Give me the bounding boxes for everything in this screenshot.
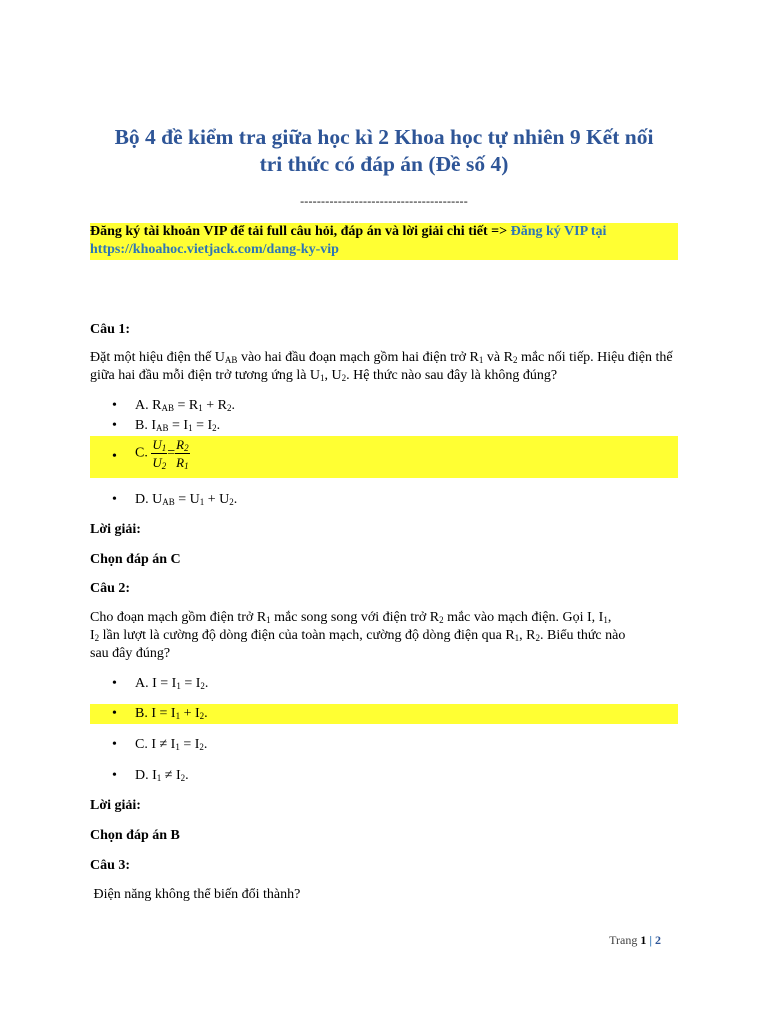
fraction-r2-r1: $\frac{R_2}{R_1}$ bbox=[176, 437, 189, 471]
footer-page-number: 1 bbox=[640, 933, 647, 947]
question-1-option-d: • D. $U_{AB} = U_1 + U_2$. bbox=[90, 490, 678, 510]
question-2-label: Câu 2: bbox=[90, 581, 131, 596]
bullet-icon: • bbox=[112, 676, 117, 691]
question-2-option-d: • D. $I_1 \ne I_2$. bbox=[90, 766, 678, 786]
question-3-stem: Điện năng không thể biến đổi thành? bbox=[90, 887, 301, 902]
separator-line: ---------------------------------------- bbox=[300, 194, 468, 208]
question-3-label: Câu 3: bbox=[90, 858, 131, 873]
bullet-icon: • bbox=[112, 737, 117, 752]
document-title bbox=[90, 124, 678, 178]
question-1-option-c: • C. $\frac{U_1}{U_2}$ = $\frac{R_2}{R_1}$ bbox=[90, 436, 678, 478]
bullet-icon: • bbox=[112, 706, 117, 721]
footer-label: Trang bbox=[609, 933, 641, 947]
question-2-stem: Cho đoạn mạch gồm điện trở $R_1$ mắc song song với điện trở $R_2$ mắc vào mạch điện. Gọi I, $I_1$, $I_2$ lần lượt là cường độ dòng điện của toàn mạch, cường độ dòng điện qua $R_1$, $R_2$. Biểu thức nào sau đây đúng? bbox=[90, 610, 626, 661]
vip-link[interactable]: Đăng ký VIP tại https://khoahoc.vietjack.com/dang-ky-vip bbox=[90, 224, 607, 257]
vip-banner bbox=[90, 223, 678, 260]
question-1-solution-label: Lời giải: bbox=[90, 522, 141, 537]
title-line-1: Bộ 4 đề kiểm tra giữa học kì 2 Khoa học tự nhiên 9 Kết nối bbox=[114, 125, 654, 149]
question-2-option-c: • C. $I \ne I_1 = I_2$. bbox=[90, 735, 678, 755]
bullet-icon: • bbox=[112, 418, 117, 433]
bullet-icon: • bbox=[112, 449, 117, 464]
bullet-icon: • bbox=[112, 492, 117, 507]
question-2-option-a: • A. $I = I_1 = I_2$. bbox=[90, 674, 678, 694]
question-1-option-b: • B. $I_{AB} = I_1 = I_2$. bbox=[90, 416, 678, 436]
page-footer bbox=[560, 932, 661, 948]
fraction-u1-u2: $\frac{U_1}{U_2}$ bbox=[152, 437, 167, 471]
bullet-icon: • bbox=[112, 768, 117, 783]
bullet-icon: • bbox=[112, 398, 117, 413]
footer-total-pages: 2 bbox=[655, 933, 661, 947]
question-1-option-a: • A. $R_{AB} = R_1 + R_2$. bbox=[90, 396, 678, 416]
question-1-answer: Chọn đáp án C bbox=[90, 552, 181, 567]
question-1-stem: Đặt một hiệu điện thế $U_{AB}$ vào hai đầu đoạn mạch gồm hai điện trở $R_1$ và $R_2$ mắc nối tiếp. Hiệu điện thế giữa hai đầu mỗi điện trở tương ứng là $U_1$, $U_2$. Hệ thức nào sau đây là không đúng? bbox=[90, 350, 673, 383]
footer-separator: | bbox=[646, 933, 655, 947]
question-1-label: Câu 1: bbox=[90, 322, 131, 337]
question-2-solution-label: Lời giải: bbox=[90, 798, 141, 813]
question-2-option-b: • B. $I = I_1 + I_2$. bbox=[90, 704, 678, 724]
question-2-answer: Chọn đáp án B bbox=[90, 828, 180, 843]
vip-text: Đăng ký tài khoản VIP để tải full câu hỏi, đáp án và lời giải chi tiết => bbox=[90, 224, 508, 239]
title-line-2: tri thức có đáp án (Đề số 4) bbox=[259, 152, 509, 176]
